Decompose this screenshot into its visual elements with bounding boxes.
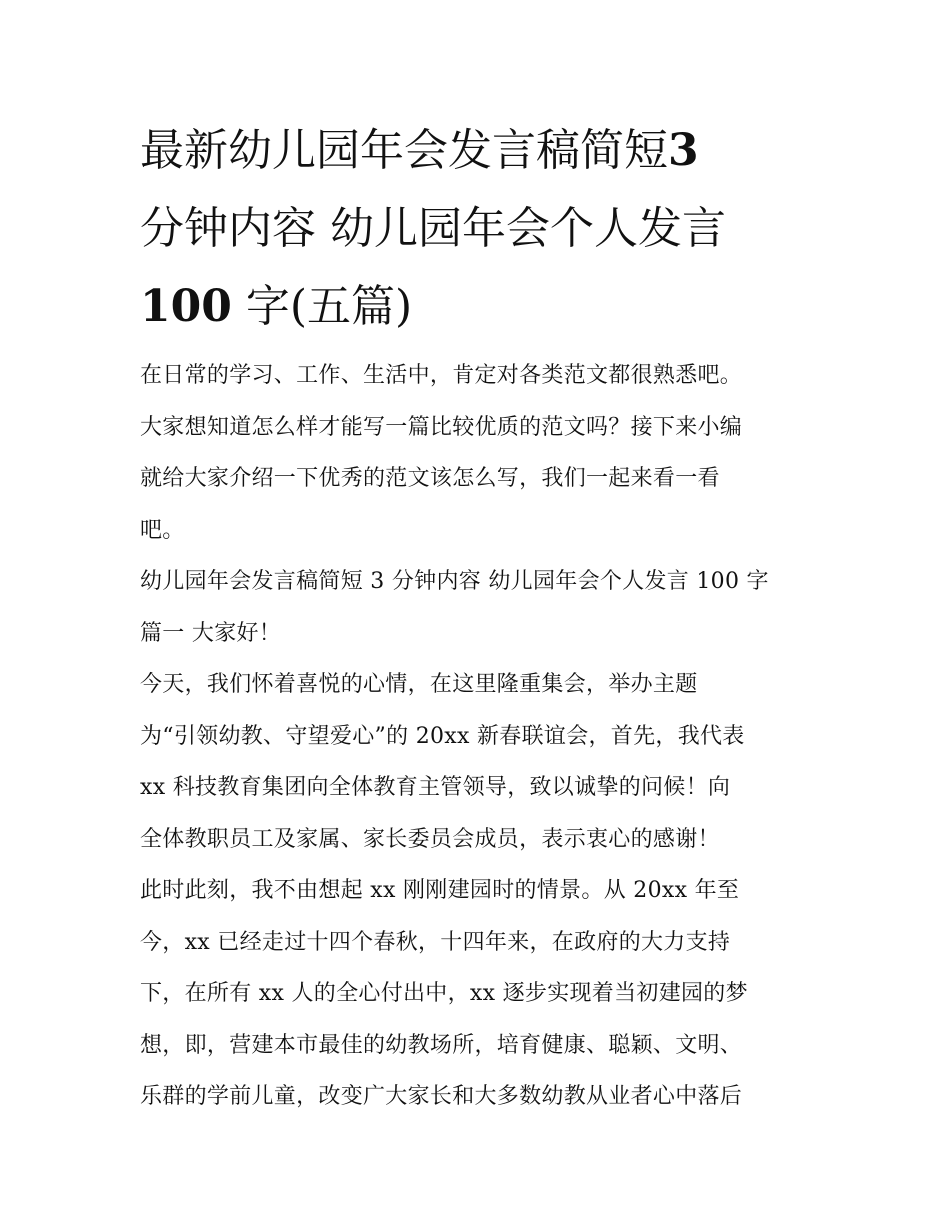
body-line-4: 吧。: [140, 517, 185, 543]
title-line-3-text: 字(五篇): [231, 281, 413, 332]
body-line-3: 就给大家介绍一下优秀的范文该怎么写，我们一起来看一看: [140, 466, 720, 491]
body-line-8: 为“引领幼教、守望爱心”的 20xx 新春联谊会，首先，我代表: [140, 723, 745, 749]
body-line-10: 全体教职员工及家属、家长委员会成员，表示衷心的感谢！: [140, 826, 720, 852]
body-line-6: 篇一 大家好！: [140, 620, 282, 646]
title-line-1-number: 3: [668, 125, 699, 176]
body-line-9: xx 科技教育集团向全体教育主管领导，致以诚挚的问候！向: [140, 775, 731, 800]
body-line-7: 今天，我们怀着喜悦的心情，在这里隆重集会，举办主题: [140, 672, 698, 697]
body-line-5: 幼儿园年会发言稿简短 3 分钟内容 幼儿园年会个人发言 100 字: [140, 569, 769, 594]
title-line-2: [140, 190, 815, 268]
body-line-2: 大家想知道怎么样才能写一篇比较优质的范文吗？接下来小编: [140, 414, 743, 440]
body-line-13: 下，在所有 xx 人的全心付出中，xx 逐步实现着当初建园的梦: [140, 981, 748, 1006]
title-line-3-number: 100: [140, 281, 232, 332]
body-line-14: 想，即，营建本市最佳的幼教场所，培育健康、聪颖、文明、: [140, 1032, 743, 1058]
body-text: [140, 350, 815, 1123]
body-line-1: 在日常的学习、工作、生活中，肯定对各类范文都很熟悉吧。: [140, 363, 743, 388]
title-line-1-text: 最新幼儿园年会发言稿简短: [140, 125, 668, 176]
title-line-2-text: 分钟内容 幼儿园年会个人发言: [140, 203, 726, 254]
title-line-1: [140, 112, 815, 190]
body-line-12: 今，xx 已经走过十四个春秋，十四年来，在政府的大力支持: [140, 929, 731, 955]
body-line-15: 乐群的学前儿童，改变广大家长和大多数幼教从业者心中落后: [140, 1084, 743, 1109]
document-content: [140, 112, 815, 1123]
title-line-3: [140, 268, 815, 346]
document-title: [140, 112, 815, 346]
body-line-11: 此时此刻，我不由想起 xx 刚刚建园时的情景。从 20xx 年至: [140, 878, 740, 903]
